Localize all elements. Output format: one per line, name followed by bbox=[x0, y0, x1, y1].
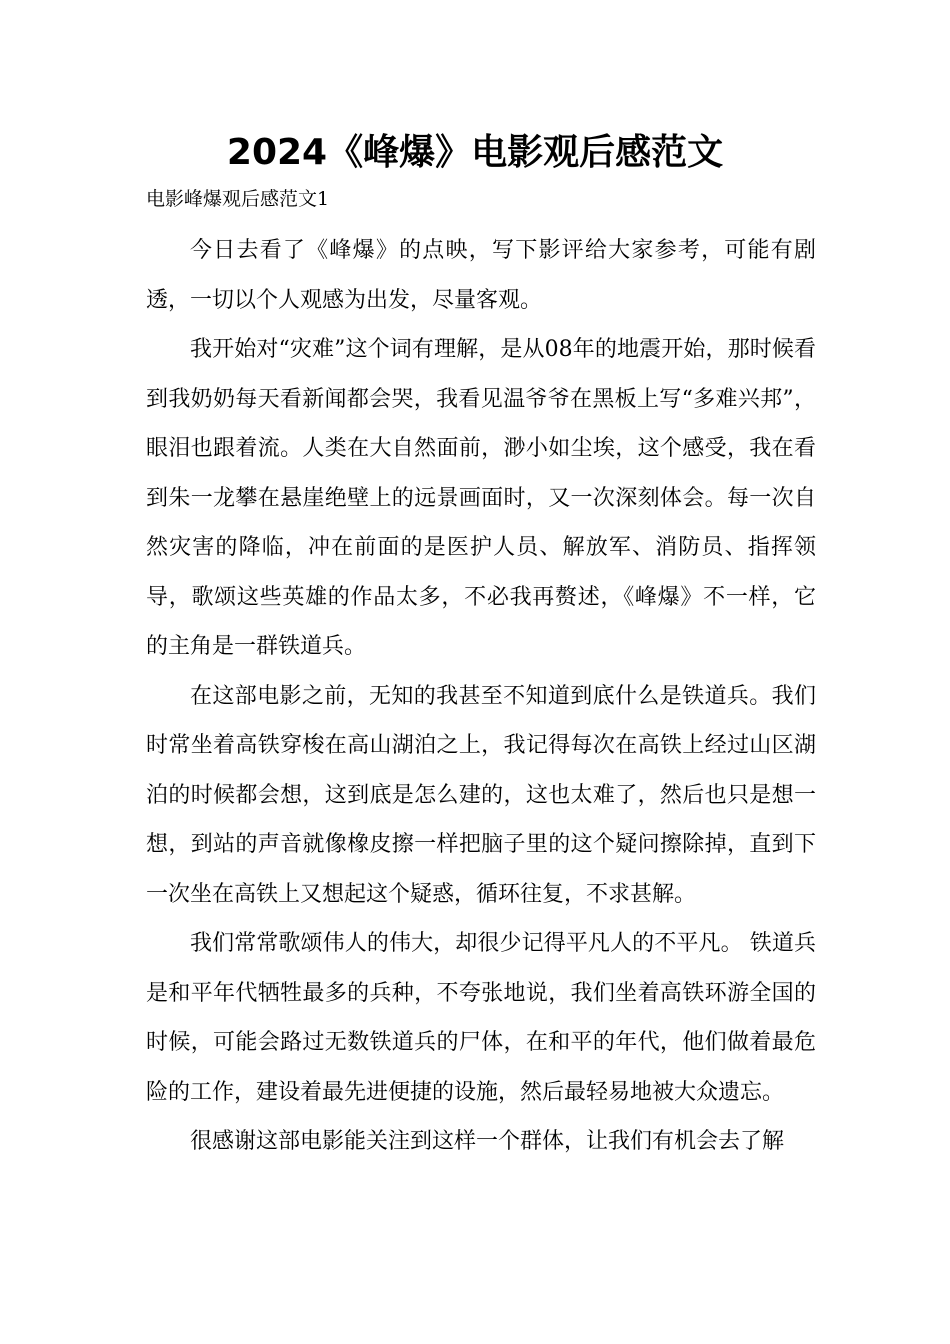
paragraph-1: 今日去看了《峰爆》的点映，写下影评给大家参考，可能有剧透，一切以个人观感为出发，尽量客观。 bbox=[146, 238, 816, 313]
paragraph-2: 我开始对“灾难”这个词有理解，是从08年的地震开始，那时候看到我奶奶每天看新闻都会哭，我看见温爷爷在黑板上写“多难兴邦”，眼泪也跟着流。人类在大自然面前，渺小如尘埃，这个感受，我在看到朱一龙攀在悬崖绝壁上的远景画面时，又一次深刻体会。每一次自然灾害的降临，冲在前面的是医护人员、解放军、消防员、指挥领导，歌颂这些英雄的作品太多，不必我再赘述，《峰爆》不一样，它的主角是一群铁道兵。 bbox=[146, 337, 816, 659]
paragraph-3: 在这部电影之前，无知的我甚至不知道到底什么是铁道兵。我们时常坐着高铁穿梭在高山湖泊之上，我记得每次在高铁上经过山区湖泊的时候都会想，这到底是怎么建的，这也太难了，然后也只是想一想，到站的声音就像橡皮擦一样把脑子里的这个疑问擦除掉，直到下一次坐在高铁上又想起这个疑惑，循环往复，不求甚解。 bbox=[146, 683, 816, 907]
document-title: 2024《峰爆》电影观后感范文 bbox=[226, 132, 724, 173]
document-subtitle: 电影峰爆观后感范文1 bbox=[146, 188, 330, 210]
document-body bbox=[146, 226, 816, 1167]
paragraph-4: 我们常常歌颂伟人的伟大，却很少记得平凡人的不平凡。 铁道兵是和平年代牺牲最多的兵种，不夸张地说，我们坐着高铁环游全国的时候，可能会路过无数铁道兵的尸体，在和平的年代，他们做着最危险的工作，建设着最先进便捷的设施，然后最轻易地被大众遗忘。 bbox=[146, 931, 816, 1105]
paragraph-5: 很感谢这部电影能关注到这样一个群体，让我们有机会去了解 bbox=[190, 1129, 785, 1154]
